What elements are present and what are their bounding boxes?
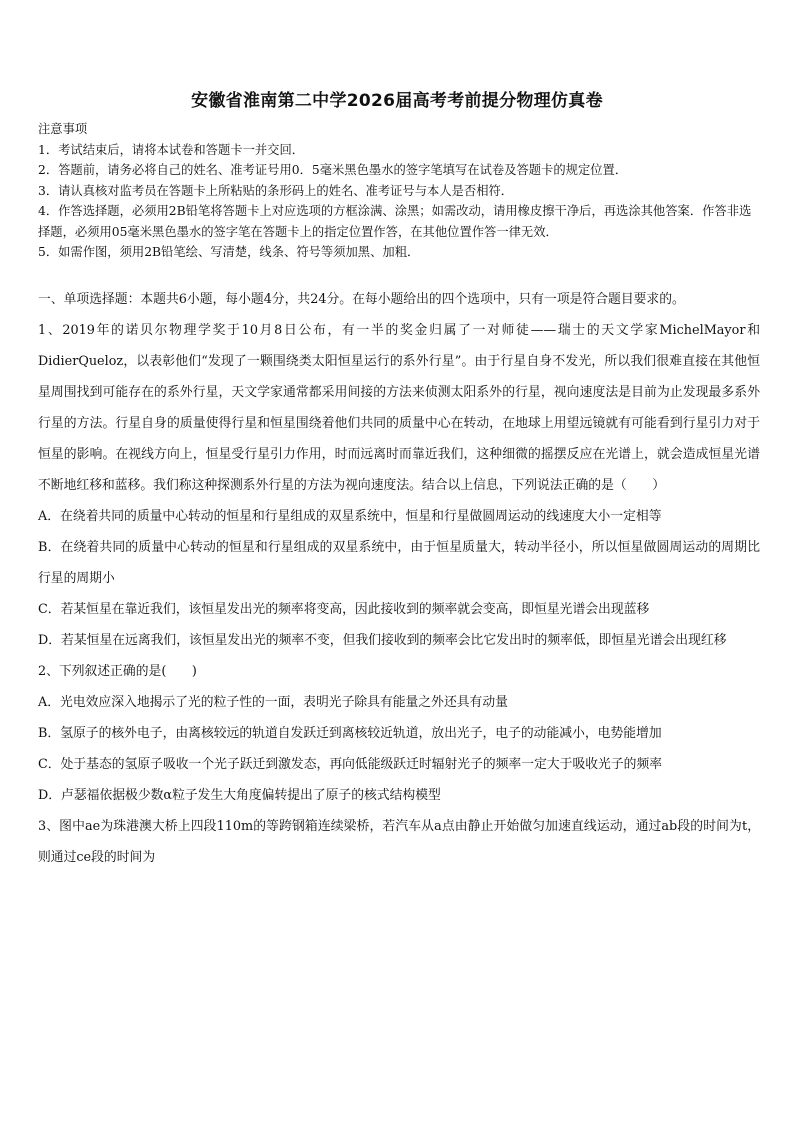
answer-option: D．若某恒星在远离我们，该恒星发出光的频率不变，但我们接收到的频率会比它发出时的频率低，即恒星光谱会出现红移: [38, 633, 727, 648]
notice-item: 3．请认真核对监考员在答题卡上所粘贴的条形码上的姓名、准考证号与本人是否相符．: [38, 183, 514, 198]
answer-option: A．在绕着共同的质量中心转动的恒星和行星组成的双星系统中，恒星和行星做圆周运动的线速度大小一定相等: [38, 509, 662, 524]
answer-option: B．在绕着共同的质量中心转动的恒星和行星组成的双星系统中，由于恒星质量大，转动半径小，所以恒星做圆周运动的周期比行星的周期小: [38, 540, 760, 586]
answer-option: B．氢原子的核外电子，由离核较远的轨道自发跃迁到离核较近轨道，放出光子，电子的动能减小，电势能增加: [38, 726, 662, 741]
answer-option: C．若某恒星在靠近我们，该恒星发出光的频率将变高，因此接收到的频率就会变高，即恒星光谱会出现蓝移: [38, 602, 650, 617]
notice-item: 5．如需作图，须用2B铅笔绘、写清楚，线条、符号等须加黑、加粗．: [38, 245, 420, 259]
notice-item: 4．作答选择题，必须用2B铅笔将答题卡上对应选项的方框涂满、涂黑；如需改动，请用橡皮擦干净后，再选涂其他答案．作答非选择题，必须用05毫米黑色墨水的签字笔在答题卡上的指定位置作答，在其他位置作答一律无效．: [38, 204, 752, 239]
question-stem: 3、图中ae为珠港澳大桥上四段110m的等跨钢箱连续梁桥，若汽车从a点由静止开始做匀加速直线运动，通过ab段的时间为t，则通过ce段的时间为: [38, 819, 760, 865]
answer-option: A．光电效应深入地揭示了光的粒子性的一面，表明光子除具有能量之外还具有动量: [38, 695, 508, 710]
page-title: 安徽省淮南第二中学2026届高考考前提分物理仿真卷: [191, 91, 603, 111]
notice-block: [38, 119, 760, 263]
questions-block: [38, 284, 760, 873]
notice-item: 2．答题前，请务必将自己的姓名、准考证号用0．5毫米黑色墨水的签字笔填写在试卷及答题卡的规定位置．: [38, 163, 628, 177]
question-stem: 2、下列叙述正确的是( ): [38, 664, 197, 679]
answer-option: D．卢瑟福依据极少数α粒子发生大角度偏转提出了原子的核式结构模型: [38, 788, 441, 803]
notice-heading: 注意事项: [38, 122, 88, 136]
section-heading: 一、单项选择题：本题共6小题，每小题4分，共24分。在每小题给出的四个选项中，只有一项是符合题目要求的。: [38, 292, 685, 307]
notice-item: 1．考试结束后，请将本试卷和答题卡一并交回．: [38, 142, 305, 157]
answer-option: C．处于基态的氢原子吸收一个光子跃迁到激发态，再向低能级跃迁时辐射光子的频率一定大于吸收光子的频率: [38, 757, 663, 772]
question-stem: 1、2019年的诺贝尔物理学奖于10月8日公布，有一半的奖金归属了一对师徒——瑞士的天文学家MichelMayor和DidierQueloz，以表彰他们“发现了一颗围绕类太阳恒星运行的系外行星”。由于行星自身不发光，所以我们很难直接在其他恒星周围找到可能存在的系外行星，天文学家通常都采用间接的方法来侦测太阳系外的行星，视向速度法是目前为止发现最多系外行星的方法。行星自身的质量使得行星和恒星围绕着他们共同的质量中心在转动，在地球上用望远镜就有可能看到行星引力对于恒星的影响。在视线方向上，恒星受行星引力作用，时而远离时而靠近我们，这种细微的摇摆反应在光谱上，就会造成恒星光谱不断地红移和蓝移。我们称这种探测系外行星的方法为视向速度法。结合以上信息，下列说法正确的是（ ）: [38, 323, 760, 493]
